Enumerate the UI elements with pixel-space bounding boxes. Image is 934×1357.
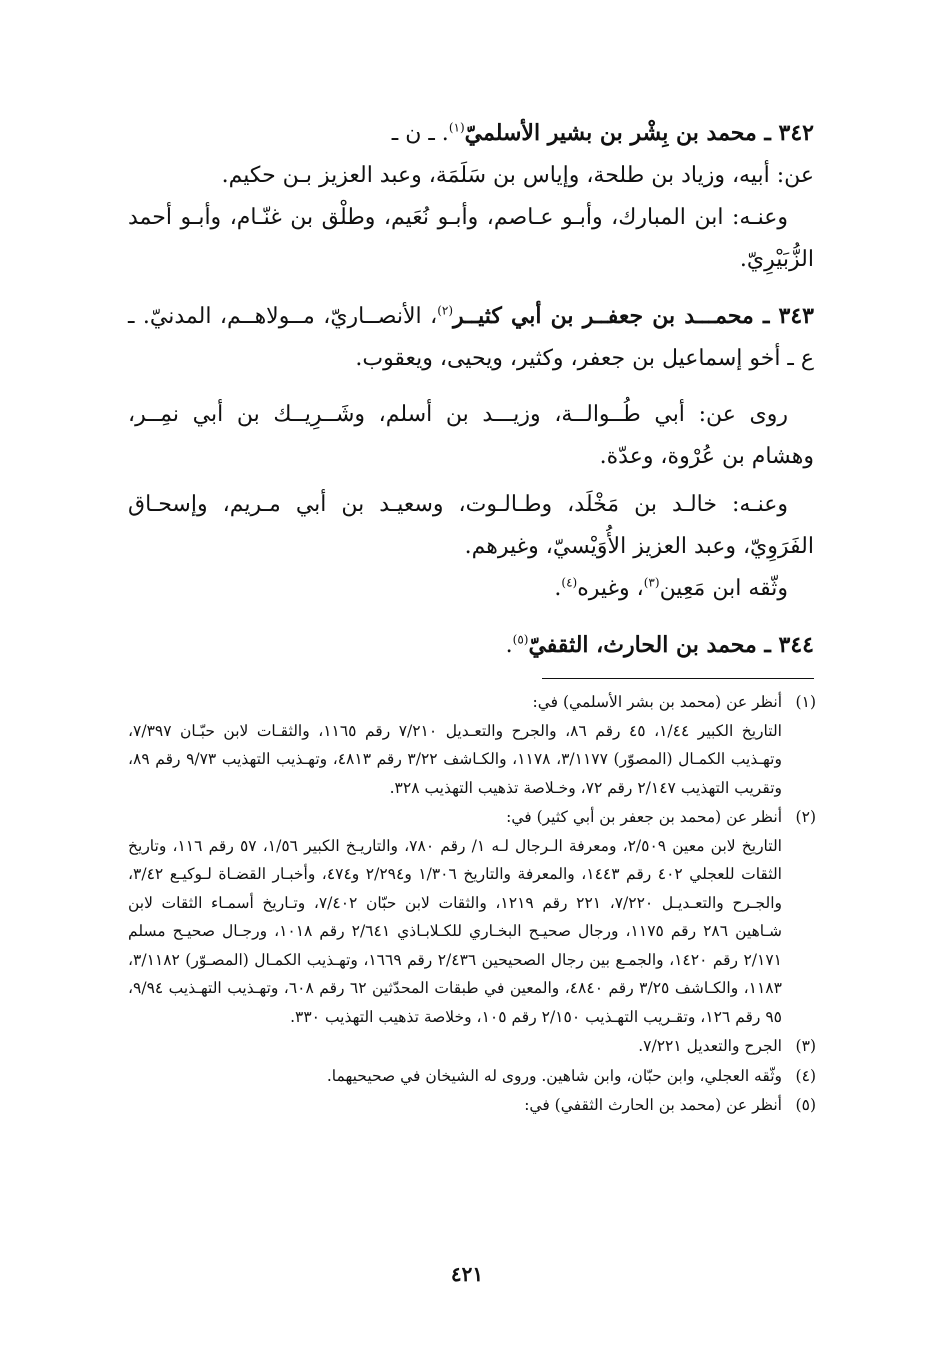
footnote-first-line: أنظر عن (محمد بن الحارث الثقفي) في: bbox=[524, 1096, 782, 1114]
trust-text-end: . bbox=[554, 576, 562, 601]
entry-343-heading bbox=[128, 295, 814, 380]
entry-342-heading bbox=[128, 112, 814, 155]
entry-343-tail: ، الأنصــاريّ، مــولاهــم، المدنيّ. ـ ع ـ أخو إسماعيل بن جعفر، وكثير، ويحيى، ويعقوب. bbox=[128, 304, 814, 371]
entry-343-line-2: وعنـه: خالـد بن مَخْلَد، وطـالـوت، وسعيـد بن أبي مـريم، وإسحـاق الفَرَوِيّ، وعبد العزيز الأُوَيْسيّ، وغيرهم. bbox=[128, 492, 814, 559]
footnote-separator bbox=[542, 678, 814, 679]
page-number: ٤٢١ bbox=[450, 1262, 484, 1286]
footnote-ref-1[interactable]: (١) bbox=[448, 120, 465, 135]
entry-342-line-1: عن: أبيه، وزياد بن طلحة، وإياس بن سَلَمَة، وعبد العزيز بـن حكيم. bbox=[221, 163, 814, 188]
footnote-number: (٣) bbox=[795, 1037, 816, 1055]
footnote-body: التاريخ الكبير ١/٤٤، ٤٥ رقم ٨٦، والجرح والتعـديل ٧/٢١٠ رقم ١١٦٥، والثقـات لابن حبّـان ٧/٣٩٧، وتهـذيب الكمـال (المصوّر) ٣/١١٧٧، ١١٧٨، والكـاشف ٣/٢٢ رقم ٤٨١٣، وتهـذيب التهذيب ٩/٧٣ رقم ٨٩، وتقريب التهذيب ٢/١٤٧ رقم ٧٢، وخـلاصة تذهيب التهذيب ٣٢٨. bbox=[128, 721, 782, 797]
entry-343-trust bbox=[128, 568, 814, 610]
footnote-first-line: وثّقه العجلي، وابن حبّان، وابن شاهين. وروى له الشيخان في صحيحيهما. bbox=[326, 1066, 782, 1085]
entry-344 bbox=[128, 624, 814, 667]
footnote-4 bbox=[128, 1062, 816, 1091]
entry-342-line-2: وعنـه: ابن المبارك، وأبـو عـاصم، وأبـو نُعَيم، وطلْق بن غنّـام، وأبـو أحمد الزُّبَيْرِيّ. bbox=[128, 205, 814, 272]
footnote-1 bbox=[128, 688, 816, 802]
footnotes bbox=[128, 688, 816, 1121]
footnote-ref-2[interactable]: (٢) bbox=[437, 303, 454, 318]
entry-343-line-1: روى عن: أبي طُــوالــة، وزيـــد بن أسلم، وشَــرِيــك بن أبي نمِــر، وهشام بن عُرْوة، وعدّة. bbox=[128, 402, 814, 469]
entry-344-heading bbox=[128, 624, 814, 667]
footnote-5 bbox=[128, 1091, 816, 1120]
footnote-first-line: أنظر عن (محمد بن بشر الأسلمي) في: bbox=[532, 693, 782, 711]
trust-text-b: ، وغيره bbox=[577, 576, 644, 601]
footnote-2 bbox=[128, 803, 816, 1031]
entry-342-name: ٣٤٢ ـ محمد بن بِشْر بن بشير الأسلميّ bbox=[464, 120, 814, 146]
entry-342 bbox=[128, 112, 814, 281]
footnote-ref-3[interactable]: (٣) bbox=[643, 575, 660, 590]
entry-344-name: ٣٤٤ ـ محمد بن الحارث، الثقفيّ bbox=[528, 632, 814, 658]
entry-342-tail: . ـ ن ـ bbox=[391, 121, 449, 146]
footnote-ref-4[interactable]: (٤) bbox=[561, 575, 578, 590]
footnote-number: (٢) bbox=[795, 808, 816, 826]
trust-text-a: وثّقه ابن مَعِين bbox=[659, 576, 788, 601]
footnote-first-line: الجرح والتعديل ٧/٢٢١. bbox=[638, 1037, 782, 1055]
footnote-number: (٤) bbox=[795, 1066, 816, 1085]
main-text bbox=[128, 112, 814, 677]
entry-344-tail: . bbox=[505, 633, 513, 658]
footnote-number: (١) bbox=[795, 693, 816, 711]
footnote-body: التاريخ لابن معين ٢/٥٠٩، ومعرفة الـرجال لـه ١/ رقم ٧٨٠، والتاريـخ الكبير ١/٥٦، ٥٧ رقم ١١٦، وتاريخ الثقات للعجلي ٤٠٢ رقم ١٤٤٣، والمعرفة والتاريخ ١/٣٠٦ و٢/٢٩٤ و٤٧٤، وأخبـار القضـاة لـوكيـع ٣/٤٢، والجـرح والتعـديـل ٧/٢٢٠، ٢٢١ رقم ١٢١٩، والثقات لابن حبّان ٧/٤٠٢، وتـاريخ أسمـاء الثقات لابن شـاهين ٢٨٦ رقم ١١٧٥، ورجال صحيـح البخـاري للكـلابـاذي ٢/٦٤١ رقم ١٠١٨، ورجـال صحيـح مسلم ٢/١٧١ رقم ١٤٢٠، والجمـع بين رجال الصحيحين ٢/٤٣٦ رقم ١٦٦٩، وتهـذيب الكمـال (المصـوّر) ٣/١١٨٢، ١١٨٣، والكـاشف ٣/٢٥ رقم ٤٨٤٠، والمعين في طبقات المحدّثين ٦٢ رقم ٦٠٨، وتهـذيب التهـذيب ٩/٩٤، ٩٥ رقم ١٢٦، وتقـريب التهـذيب ٢/١٥٠ رقم ١٠٥، وخلاصة تذهيب التهذيب ٣٣٠. bbox=[128, 836, 782, 1026]
entry-343-name: ٣٤٣ ـ محمـــد بن جعفــر بن أبي كثيــر bbox=[453, 303, 814, 329]
footnote-3 bbox=[128, 1032, 816, 1061]
footnote-number: (٥) bbox=[795, 1096, 816, 1114]
entry-343 bbox=[128, 295, 814, 610]
footnote-first-line: أنظر عن (محمد بن جعفر بن أبي كثير) في: bbox=[506, 808, 782, 826]
footnote-ref-5[interactable]: (٥) bbox=[512, 632, 529, 647]
